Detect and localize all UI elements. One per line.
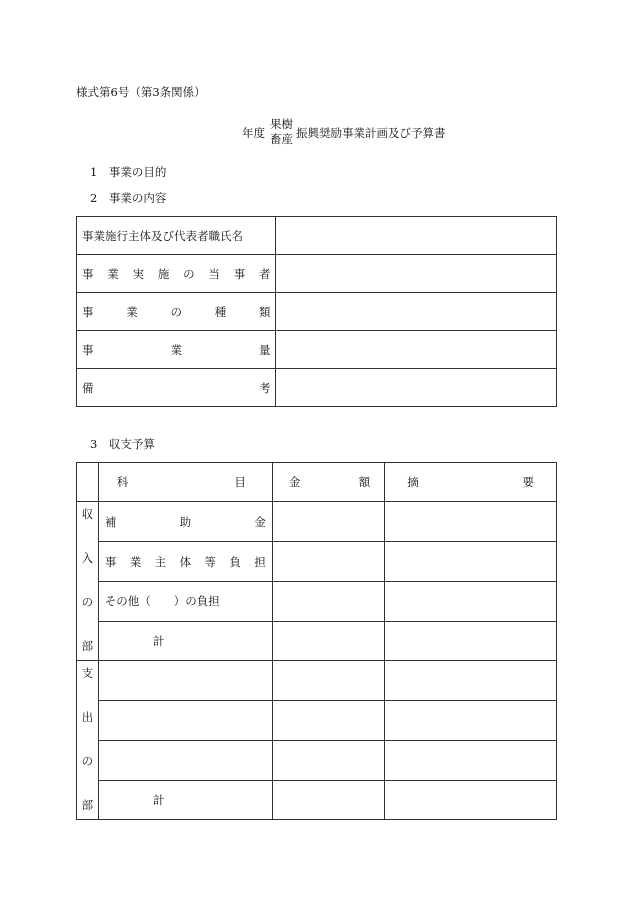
expense-item-2[interactable] (98, 701, 272, 741)
header-tekiyo (385, 463, 557, 502)
label-char: 業 (126, 304, 138, 319)
table-row (77, 701, 557, 741)
label-char: 業 (170, 342, 182, 357)
table-row (77, 780, 557, 820)
table-row (77, 369, 557, 407)
table-row (77, 740, 557, 780)
table-row (77, 502, 557, 542)
header-char: 摘 (407, 475, 419, 490)
amount-other-burden[interactable] (272, 581, 384, 621)
label-char: 実 (132, 266, 145, 281)
label-char: 量 (258, 342, 271, 357)
label-char: 業 (129, 554, 142, 569)
amount-income-total[interactable] (272, 621, 384, 661)
header-char: 目 (234, 475, 246, 490)
remark-expense-2[interactable] (385, 701, 557, 741)
table-row (77, 331, 557, 369)
table-row (77, 217, 557, 255)
title-stack-top: 果樹 (270, 117, 293, 131)
label-text: 事業施行主体及び代表者職氏名 (82, 228, 243, 243)
form-number: 様式第6号（第3条関係） (76, 85, 206, 99)
label-char: の (81, 595, 94, 610)
table-row (77, 293, 557, 331)
label-char: 事 (82, 266, 94, 281)
label-char: 部 (81, 639, 94, 654)
item-operator-burden (98, 542, 272, 582)
expense-total-label: 計 (98, 780, 272, 820)
label-char: 類 (258, 304, 271, 319)
header-char: 要 (522, 475, 534, 490)
label-char: 担 (254, 554, 266, 569)
section-3-heading: 3 収支予算 (90, 437, 155, 451)
header-kingaku (272, 463, 384, 502)
label-project-volume (77, 331, 276, 369)
label-char: 事 (82, 342, 94, 357)
value-project-type[interactable] (276, 293, 557, 331)
label-parties (77, 255, 276, 293)
title-stack-bottom: 畜産 (270, 132, 293, 146)
expense-item-3[interactable] (98, 740, 272, 780)
header-char: 額 (358, 475, 371, 490)
label-char: の (170, 304, 182, 319)
value-implementing-body[interactable] (276, 217, 557, 255)
table-row (77, 661, 557, 701)
amount-expense-2[interactable] (272, 701, 384, 741)
label-char: 考 (258, 380, 271, 395)
label-char: 種 (214, 304, 227, 319)
label-char: 事 (82, 304, 94, 319)
amount-operator-burden[interactable] (272, 542, 384, 582)
label-char: 業 (107, 266, 119, 281)
remark-expense-1[interactable] (385, 661, 557, 701)
income-total-label: 計 (98, 621, 272, 661)
label-char: 支 (81, 666, 94, 681)
label-char: 主 (154, 554, 167, 569)
label-char: の (183, 266, 195, 281)
header-blank-cell (77, 463, 99, 502)
label-implementing-body (77, 217, 276, 255)
label-char: 補 (104, 514, 117, 529)
label-project-type (77, 293, 276, 331)
label-char: 備 (82, 380, 94, 395)
budget-table (76, 462, 557, 820)
table-row (77, 581, 557, 621)
amount-subsidy[interactable] (272, 502, 384, 542)
title-main: 振興奨励事業計画及び予算書 (296, 126, 446, 140)
section-1-heading: 1 事業の目的 (90, 165, 167, 179)
label-char: 施 (157, 266, 170, 281)
header-char: 金 (288, 475, 301, 490)
label-char: 事 (233, 266, 246, 281)
item-subsidy (98, 502, 272, 542)
value-parties[interactable] (276, 255, 557, 293)
remark-income-total[interactable] (385, 621, 557, 661)
remark-expense-3[interactable] (385, 740, 557, 780)
remark-subsidy[interactable] (385, 502, 557, 542)
header-char: 科 (116, 475, 129, 490)
title-prefix: 年度 (242, 126, 265, 140)
label-char: の (81, 754, 94, 769)
value-project-volume[interactable] (276, 331, 557, 369)
income-section-label (77, 502, 99, 661)
remark-other-burden[interactable] (385, 581, 557, 621)
label-char: 体 (179, 554, 192, 569)
table-header-row (77, 463, 557, 502)
label-char: 金 (254, 514, 266, 529)
item-other-burden: その他（ ）の負担 (98, 581, 272, 621)
expense-item-1[interactable] (98, 661, 272, 701)
table-row (77, 621, 557, 661)
project-content-table (76, 216, 557, 407)
value-remarks[interactable] (276, 369, 557, 407)
section-2-heading: 2 事業の内容 (90, 191, 167, 205)
label-char: 出 (81, 710, 94, 725)
amount-expense-total[interactable] (272, 780, 384, 820)
amount-expense-1[interactable] (272, 661, 384, 701)
label-char: 事 (104, 554, 117, 569)
label-char: 当 (208, 266, 220, 281)
header-kamoku (98, 463, 272, 502)
expense-section-label (77, 661, 99, 820)
remark-expense-total[interactable] (385, 780, 557, 820)
label-remarks (77, 369, 276, 407)
label-char: 等 (204, 554, 216, 569)
label-char: 負 (229, 554, 241, 569)
label-char: 収 (81, 507, 94, 522)
table-row (77, 255, 557, 293)
label-char: 者 (258, 266, 271, 281)
table-row (77, 542, 557, 582)
label-char: 部 (81, 798, 94, 813)
amount-expense-3[interactable] (272, 740, 384, 780)
label-char: 助 (179, 514, 192, 529)
remark-operator-burden[interactable] (385, 542, 557, 582)
label-char: 入 (81, 551, 94, 566)
